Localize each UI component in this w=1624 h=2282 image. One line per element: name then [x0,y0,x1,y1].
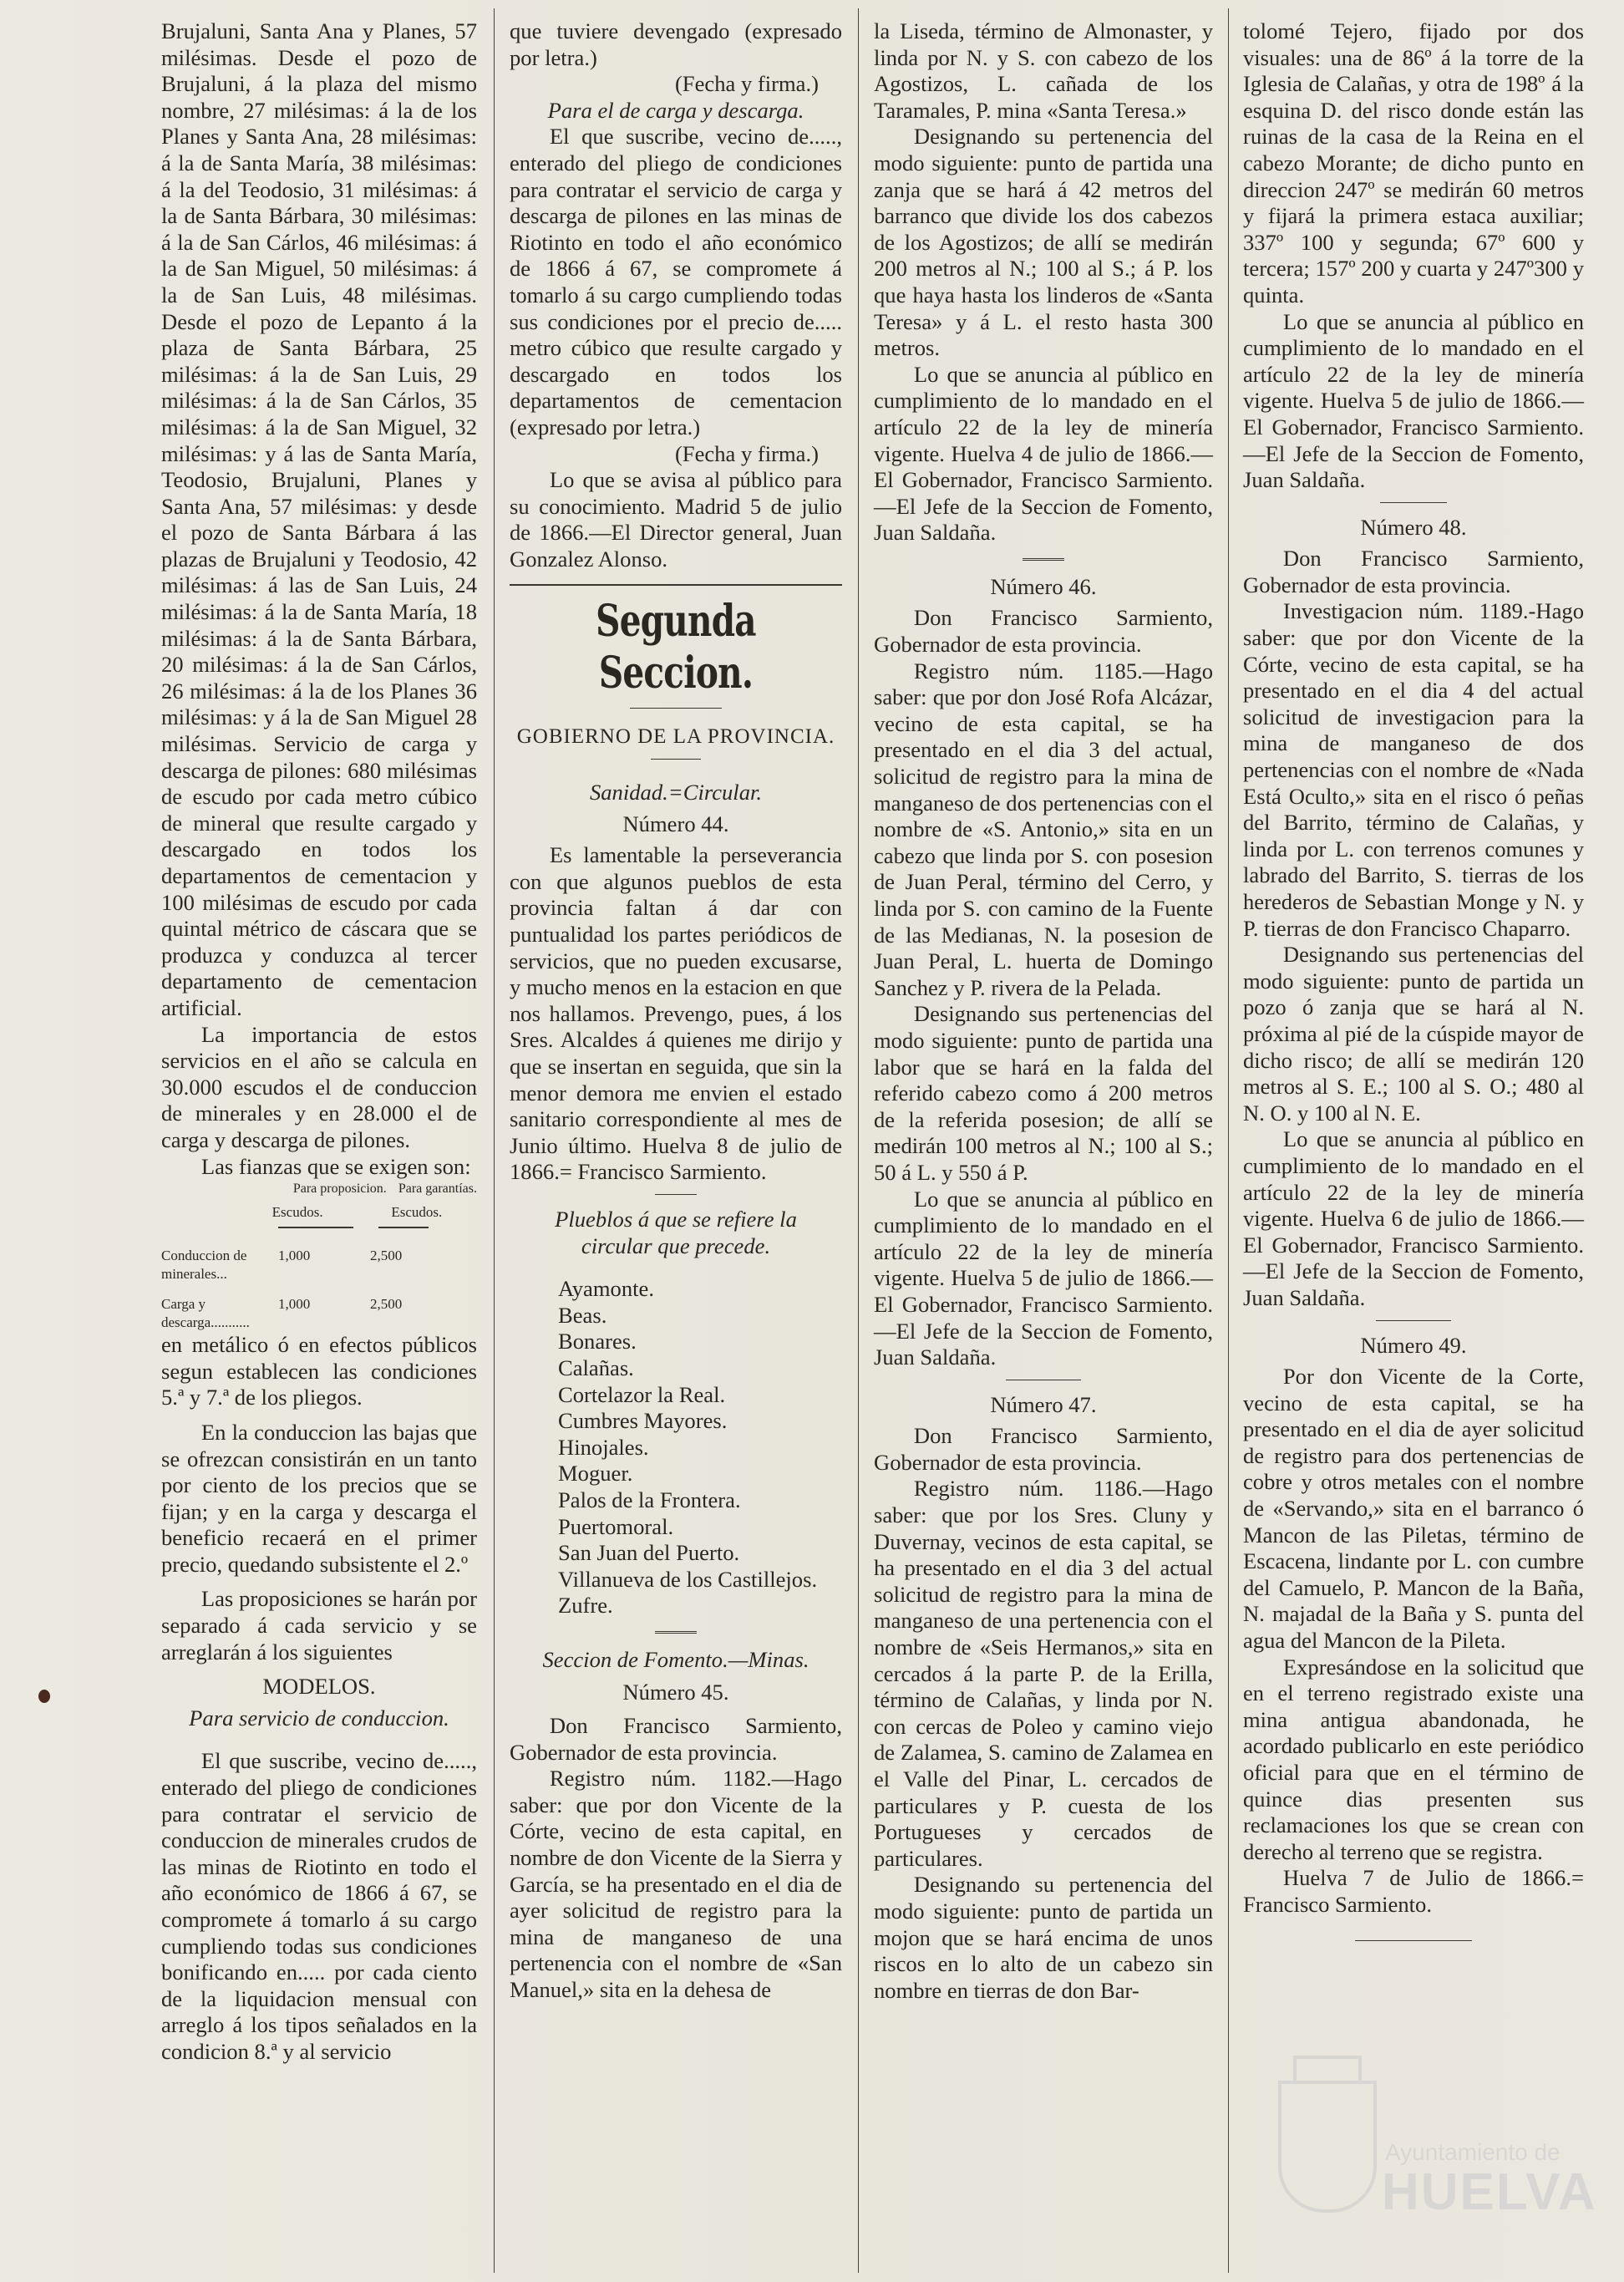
column-4 [1243,18,1584,1953]
notice-number: Número 49. [1360,1332,1467,1358]
subheading: Seccion de Fomento.—Minas. [542,1646,809,1672]
paragraph: Brujaluni, Santa Ana y Planes, 57 milésimas. Desde el pozo de Brujaluni, á la plaza del mismo nombre, 27 milésimas: á la de los Planes y Santa Ana, 28 milésimas: á la de Santa María, 38 milésimas: á la del Teodosio, 31 milésimas: á la de Santa Bárbara, 30 milésimas: á la de San Cárlos, 46 milésimas: á la de San Miguel, 50 milésimas: á la de San Luis, 48 milésimas. Desde el pozo de Lepanto á la plaza de Santa Bárbara, 25 milésimas: á la de San Luis, 29 milésimas: á la de San Cárlos, 35 milésimas: á la de San Miguel, 32 milésimas: y á las de Santa María, Teodosio, Brujaluni, Planes y Santa Ana, 57 milésimas: y desde el pozo de Santa Bárbara á las plazas de Brujaluni y Teodosio, 42 milésimas: á las de San Luis, 24 milésimas: á la de Santa María, 18 milésimas: á la de Santa Bárbara, 20 milésimas: á la de San Cárlos, 26 milésimas: á la de los Planes 36 milésimas: y á la de San Miguel 28 milésimas. Servicio de carga y descarga de pilones: 680 milésimas de escudo por cada metro cúbico de mineral que resulte cargado y descargado en todos los departamentos de cementacion y 100 milésimas de escudo por cada quintal métrico de cáscara que se produzca y conduzca al tercer departamento de cementacion artificial. [161,18,477,1020]
watermark-text: Ayuntamiento de [1385,2139,1561,2165]
divider [1376,1320,1451,1321]
paragraph: En la conduccion las bajas que se ofrezcan consistirán en un tanto por ciento de los precios que se fijan; y en la carga y descarga el beneficio recaerá en el primer precio, quedando subsistente el 2.º [161,1419,477,1577]
list-item: Beas. [558,1302,607,1328]
list-item: Zufre. [558,1593,613,1619]
paragraph: Lo que se anuncia al público en cumplimiento de lo mandado en el artículo 22 de la ley de minería vigente. Huelva 5 de julio de 1866.—El Gobernador, Francisco Sarmiento.—El Jefe de la Seccion de Fomento, Juan Saldaña. [1243,308,1584,493]
notice-number: Número 44. [622,811,729,836]
paragraph: Las proposiciones se harán por separado á cada servicio y se arreglarán á los siguientes [161,1586,477,1664]
list-item: Cumbres Mayores. [558,1408,728,1434]
town-list [510,1276,842,1619]
paragraph: Registro núm. 1186.—Hago saber: que por los Sres. Cluny y Duvernay, vecinos de esta capital, se ha presentado en el dia 3 del actual solicitud de registro para la mina de manganeso de una pertenencia con el nombre de «Seis Hermanos,» sita en cercados á la parte P. de la Erilla, término de Calañas, y linda por N. con cercas de Poleo y camino viejo de Zalamea, S. camino de Zalamea en el Valle del Pinar, L. cercados de particulares y P. cuesta de los Portugueses y cercados de particulares. [874,1476,1213,1871]
column-rule [858,8,859,2273]
crown-icon [1293,2056,1362,2081]
signature-line: (Fecha y firma.) [674,71,819,97]
watermark-text: HUELVA [1382,2163,1597,2221]
paragraph: la Liseda, término de Almonaster, y linda por N. y S. con cabezo de los Agostizos, L. cañada de los Taramales, P. mina «Santa Teresa.» [874,18,1213,123]
paragraph: Las fianzas que se exigen son: [200,1153,471,1179]
paragraph: que tuviere devengado (expresado por letra.) [510,18,842,70]
divider [655,1194,697,1195]
subheading: Sanidad.=Circular. [589,780,763,806]
paragraph: El que suscribe, vecino de....., enterado del pliego de condiciones para contratar el servicio de conduccion de minerales crudos de las minas de Riotinto en todo el año económico de 1866 á 67, se compromete á tomarlo á su cargo cumpliendo todas sus condiciones bonificando en..... por cada ciento de la liquidacion mensual con arreglo á los tipos señalados en la condicion 8.ª y al servicio [161,1748,477,2064]
subheading: Para servicio de conduccion. [189,1705,449,1731]
paragraph: Designando su pertenencia del modo siguiente: punto de partida una zanja que se hará á 42 metros del barranco que divide los dos cabezos de los Agostizos; de allí se medirán 200 metros al N.; 100 al S.; á P. los que haya hasta los linderos de «Santa Teresa» y á L. el resto hasta 300 metros. [874,124,1213,361]
paragraph: Expresándose en la solicitud que en el terreno registrado existe una mina antigua abandonada, he acordado publicarlo en este periódico oficial para que en el término de quince dias presenten sus reclamaciones los que se crean con derecho al terreno que se registra. [1243,1654,1584,1864]
table-header-cell: Escudos. [391,1204,443,1221]
table-header [161,1180,477,1198]
column-rule [1228,8,1229,2273]
subheading: Plueblos á que se refiere la circular que precede. [555,1206,797,1258]
subheading: Para el de carga y descarga. [547,97,804,123]
list-item: San Juan del Puerto. [558,1540,740,1566]
paragraph: Designando sus pertenencias del modo siguiente: punto de partida una labor que se hará en la falda del referido cabezo como á 200 metros de la referida posesion; de allí se medirán 100 metros al N.; 100 al S.; 50 á L. y 550 á P. [874,1001,1213,1185]
column-3 [874,18,1213,2004]
column-1 [161,18,477,2066]
divider [651,759,701,760]
paragraph: Designando sus pertenencias del modo siguiente: punto de partida un pozo ó zanja que se hará al N. próxima al pié de la cúspide mayor de dicho risco; de allí se medirán 120 metros al S. E.; 100 al S. O.; 480 al N. O. y 100 al N. E. [1243,942,1584,1126]
column-2 [510,18,842,2004]
paragraph: Investigacion núm. 1189.-Hago saber: que por don Vicente de la Córte, vecino de esta capital, se ha presentado en el dia 4 del actual solicitud de investigacion para la mina de manganeso de dos pertenencias con el nombre de «Nada Está Oculto,» sita en el risco ó peñas del Barrito, término de Calañas, y linda por L. con terrenos comunes y labrado del Barrito, S. tierras de los herederos de Sebastian Monge y N. y P. tierras de don Francisco Chaparro. [1243,598,1584,941]
notice-number: Número 47. [990,1391,1097,1417]
list-item: Villanueva de los Castillejos. [558,1566,818,1592]
paragraph: Lo que se anuncia al público en cumplimiento de lo mandado en el artículo 22 de la ley de minería vigente. Huelva 5 de julio de 1866.—El Gobernador, Francisco Sarmiento.—El Jefe de la Seccion de Fomento, Juan Saldaña. [874,1186,1213,1370]
paragraph: tolomé Tejero, fijado por dos visuales: una de 86º á la torre de la Iglesia de Calañas, y otra de 198º á la esquina D. del risco donde están las ruinas de la casa de la Reina en el cabezo Morante; de dicho punto en direccion 247º se medirán 60 metros y fijará la primera estaca auxiliar; 337º 100 y segunda; 67º 600 y tercera; 157º 200 y cuarta y 247º300 y quinta. [1243,18,1584,307]
table-header-cell: Para garantías. [398,1182,477,1197]
table-header-cell: Para proposicion. [292,1182,387,1197]
list-item: Hinojales. [558,1434,649,1460]
divider [630,708,722,709]
paragraph: Don Francisco Sarmiento, Gobernador de esta provincia. [510,1713,842,1765]
paragraph: La importancia de estos servicios en el año se calcula en 30.000 escudos el de conduccion de minerales y en 28.000 el de carga y descarga de pilones. [161,1021,477,1152]
divider [1355,1940,1472,1941]
paragraph: en metálico ó en efectos públicos segun establecen las condiciones 5.ª y 7.ª de los pliegos. [161,1332,477,1410]
bond-table [161,1180,477,1332]
paragraph: Registro núm. 1182.—Hago saber: que por don Vicente de la Córte, vecino de esta capital, en nombre de don Vicente de la Sierra y García, se ha presentado en el dia de ayer solicitud de registro para la mina de manganeso de una pertenencia con el nombre de «San Manuel,» sita en la dehesa de [510,1766,842,2002]
paragraph: Registro núm. 1185.—Hago saber: que por don José Rofa Alcázar, vecino de esta capital, se ha presentado en el dia 3 del actual, solicitud de registro para la mina de manganeso de dos pertenencias con el nombre de «S. Antonio,» sita en un cabezo que linda por S. con posesion de Juan Peral, término del Cerro, y linda por S. con camino de la Fuente de las Medianas, N. la posesion de Juan Peral, L. huerta de Domingo Sanchez y P. rivera de la Pelada. [874,658,1213,1000]
paragraph: Huelva 7 de Julio de 1866.= Francisco Sarmiento. [1243,1865,1584,1917]
divider [1023,558,1064,561]
paragraph: El que suscribe, vecino de....., enterado del pliego de condiciones para contratar el servicio de carga y descarga de pilones en las minas de Riotinto en todo el año económico de 1866 á 67, se compromete á tomarlo á su cargo cumpliendo todas sus condiciones por el precio de..... metro cúbico que resulte cargado y descargado en todos los departamentos de cementacion (expresado por letra.) [510,124,842,440]
paragraph: Lo que se avisa al público para su conocimiento. Madrid 5 de julio de 1866.—El Director general, Juan Gonzalez Alonso. [510,467,842,572]
heading-modelos: MODELOS. [262,1674,376,1700]
table-row: Conduccion de minerales... 1,000 2,500 [161,1248,403,1283]
notice-number: Número 45. [622,1680,729,1705]
list-item: Bonares. [558,1329,637,1354]
heading-gobierno: GOBIERNO DE LA PROVINCIA. [516,725,835,749]
notice-number: Número 48. [1360,514,1467,540]
notice-number: Número 46. [990,573,1097,599]
paragraph: Es lamentable la perseverancia con que algunos pueblos de esta provincia faltan á dar con puntualidad los partes periódicos de servicios, que no pueden excusarse, y mucho menos en la estacion en que nos hallamos. Prevengo, pues, á los Sres. Alcaldes á quienes me dirijo y que se insertan en seguida, que sin la menor demora me envien el estado sanitario correspondiente al mes de Junio último. Huelva 8 de julio de 1866.= Francisco Sarmiento. [510,842,842,1185]
ink-stain [38,1690,50,1703]
paragraph: Lo que se anuncia al público en cumplimiento de lo mandado en el artículo 22 de la ley de minería vigente. Huelva 4 de julio de 1866.—El Gobernador, Francisco Sarmiento.—El Jefe de la Seccion de Fomento, Juan Saldaña. [874,361,1213,546]
huelva-watermark-logo [1278,2081,1612,2273]
paragraph: Don Francisco Sarmiento, Gobernador de esta provincia. [874,605,1213,658]
divider [1380,502,1447,503]
paragraph: Por don Vicente de la Corte, vecino de esta capital, se ha presentado en el dia de ayer solicitud de registro para dos pertenencias de cobre y otros metales con el nombre de «Servando,» sita en el barranco ó Mancon de las Piletas, término de Escacena, lindante por L. con cumbre del Camuelo, P. Mancon de la Baña, N. majadal de la Baña y S. punta del agua del Mancon de la Pileta. [1243,1364,1584,1654]
list-item: Moguer. [558,1461,633,1487]
paragraph: Don Francisco Sarmiento, Gobernador de esta provincia. [1243,546,1584,597]
list-item: Calañas. [558,1354,634,1380]
paragraph: Lo que se anuncia al público en cumplimiento de lo mandado en el artículo 22 de la ley de minería vigente. Huelva 6 de julio de 1866.—El Gobernador, Francisco Sarmiento.—El Jefe de la Seccion de Fomento, Juan Saldaña. [1243,1126,1584,1310]
section-rule [510,584,842,586]
list-item: Cortelazor la Real. [558,1381,726,1407]
list-item: Puertomoral. [558,1513,674,1539]
table-header-cell: Escudos. [272,1204,323,1221]
paragraph: Designando su pertenencia del modo siguiente: punto de partida un mojon que se hará encima de unos riscos en lo alto de un cabezo sin nombre en tierras de don Bar- [874,1872,1213,2003]
paragraph: Don Francisco Sarmiento, Gobernador de esta provincia. [874,1423,1213,1475]
table-row: Carga y descarga........... 1,000 2,500 [161,1296,403,1331]
list-item: Palos de la Frontera. [558,1487,741,1512]
list-item: Ayamonte. [558,1276,654,1302]
column-rule [494,8,495,2273]
signature-line: (Fecha y firma.) [674,440,819,466]
shield-icon [1278,2081,1377,2213]
section-title: Segunda Seccion. [596,596,756,699]
table-rule [161,1227,477,1228]
divider [655,1631,697,1634]
